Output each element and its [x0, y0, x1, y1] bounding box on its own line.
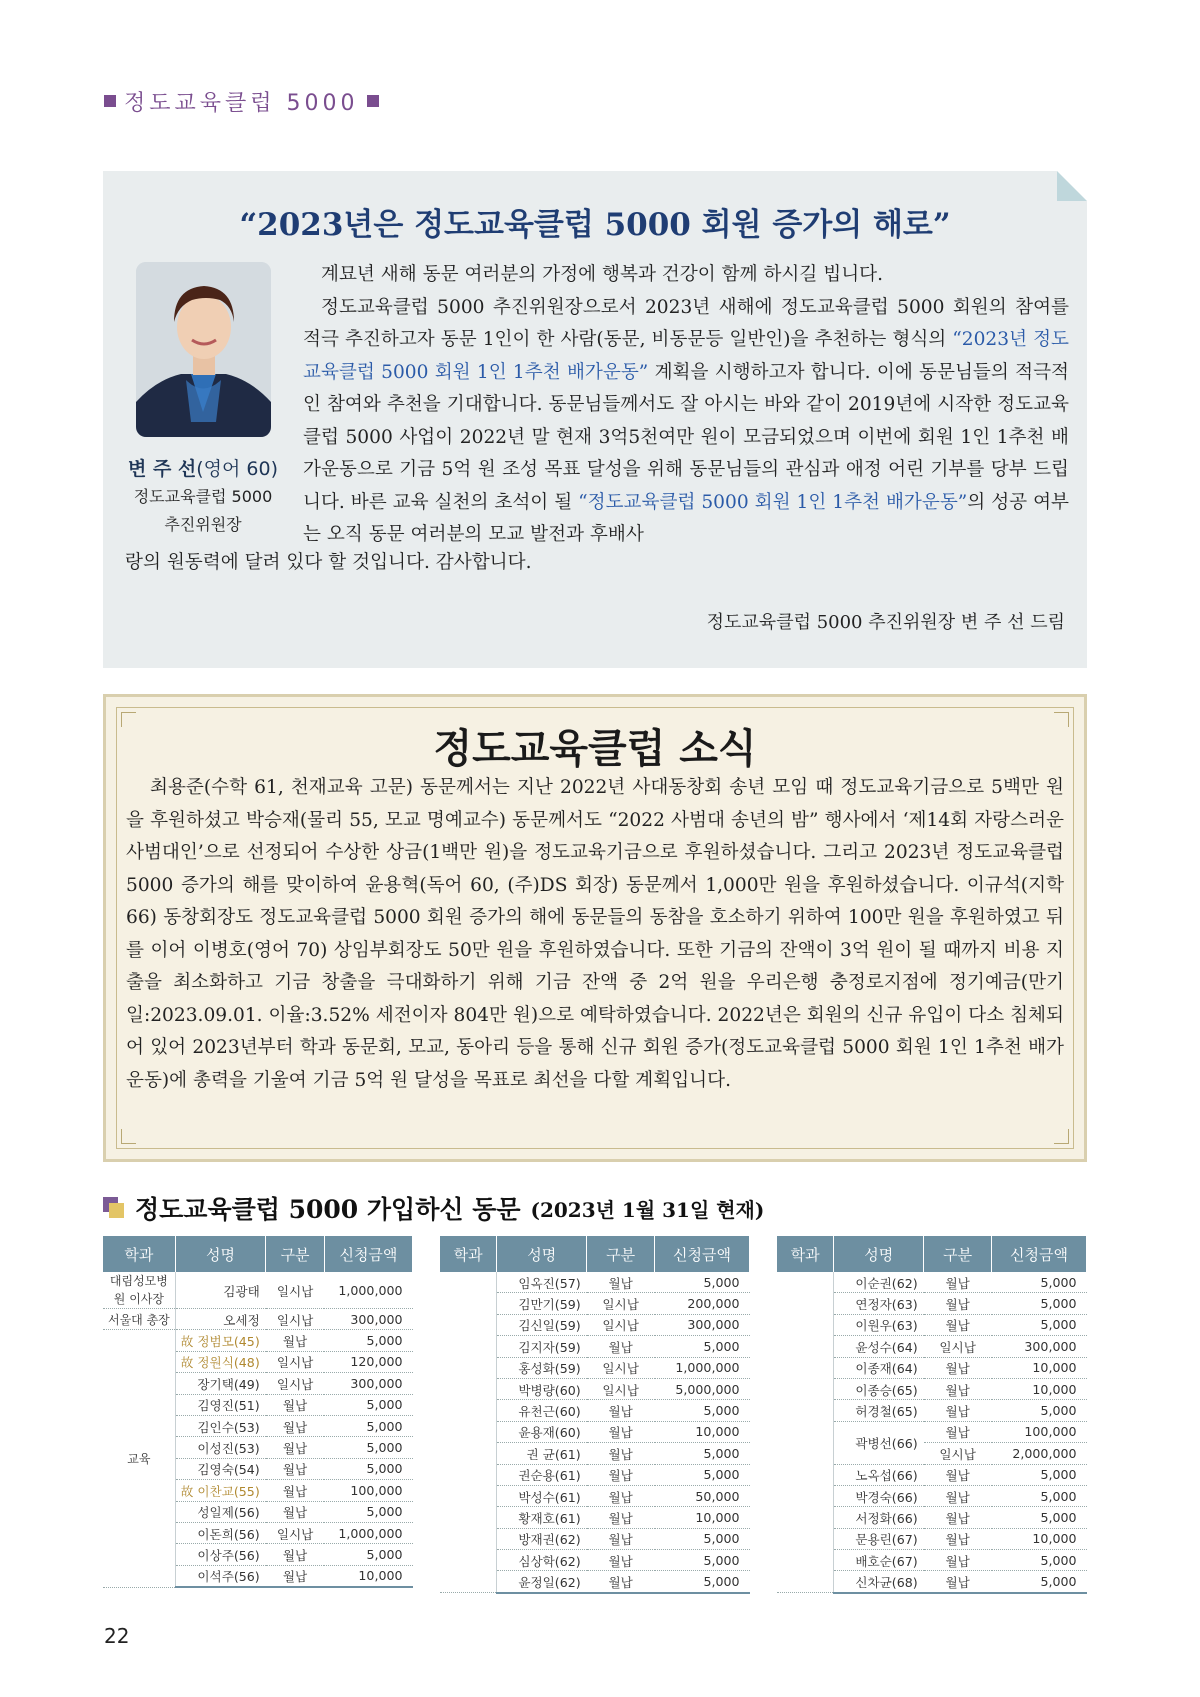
type-cell: 월납 [266, 1330, 325, 1351]
col-header-name: 성명 [497, 1236, 587, 1272]
highlight-campaign: “2023년 정도교육클럽 5000 회원 1인 1추천 배가운동” [303, 329, 1069, 383]
amount-cell: 1,000,000 [655, 1357, 750, 1378]
frame-corner-ornament [121, 1129, 136, 1144]
type-cell: 월납 [587, 1272, 655, 1293]
dept-cell: 교육 [103, 1330, 175, 1587]
amount-cell: 120,000 [324, 1351, 412, 1372]
type-cell: 일시납 [587, 1293, 655, 1314]
name-cell: 황재호(61) [497, 1507, 587, 1528]
amount-cell: 5,000,000 [655, 1378, 750, 1399]
amount-cell: 300,000 [324, 1373, 412, 1394]
message-paragraph: 정도교육클럽 5000 추진위원장으로서 2023년 새해에 정도교육클럽 5000 회원의 참여를 적극 추진하고자 동문 1인이 한 사람(동문, 비동문등 일반인)을 추천하는 형식의 “2023년 정도교육클럽 5000 회원 1인 1추천 배가운동” 계획을 시행하고자 합니다. 이에 동문님들의 적극적인 참여와 추천을 기대합니다. 동문님들께서도 잘 아시는 바와 같이 2019년에 시작한 정도교육클럽 5000 사업이 2022년 말 현재 3억5천여만 원이 모금되었으며 이번에 회원 1인 1추천 배가운동으로 기금 5억 원 조성 목표 달성을 위해 동문님들의 관심과 애정 어린 기부를 당부 드립니다. 바른 교육 실천의 초석이 될 “정도교육클럽 5000 회원 1인 1추천 배가운동”의 성공 여부는 오직 동문 여러분의 모교 발전과 후배사 [303, 296, 1070, 545]
amount-cell: 5,000 [992, 1571, 1087, 1593]
amount-cell: 10,000 [992, 1378, 1087, 1399]
member-list-title: 정도교육클럽 5000 가입하신 동문 (2023년 1월 31일 현재) [103, 1190, 764, 1226]
amount-cell: 10,000 [655, 1507, 750, 1528]
type-cell: 일시납 [587, 1314, 655, 1335]
member-table-2 [440, 1236, 750, 1594]
amount-cell: 5,000 [324, 1394, 412, 1415]
amount-cell: 5,000 [324, 1501, 412, 1522]
type-cell: 월납 [587, 1336, 655, 1357]
amount-cell: 5,000 [992, 1464, 1087, 1485]
name-cell: 故 정범모(45) [175, 1330, 265, 1351]
name-cell: 곽병선(66) [834, 1421, 924, 1464]
amount-cell: 5,000 [992, 1293, 1087, 1314]
amount-cell: 5,000 [324, 1330, 412, 1351]
amount-cell: 10,000 [324, 1565, 412, 1587]
type-cell: 월납 [266, 1394, 325, 1415]
col-header-type: 구분 [266, 1236, 325, 1272]
name-cell: 이성진(53) [175, 1437, 265, 1458]
type-cell: 월납 [587, 1528, 655, 1549]
amount-cell: 5,000 [655, 1528, 750, 1549]
type-cell: 월납 [924, 1421, 992, 1442]
name-cell: 이원우(63) [834, 1314, 924, 1335]
club-news [103, 694, 1087, 1162]
name-cell: 윤성수(64) [834, 1336, 924, 1357]
message-tail: 랑의 원동력에 달려 있다 할 것입니다. 감사합니다. [125, 552, 532, 573]
type-cell: 월납 [266, 1415, 325, 1436]
amount-cell: 5,000 [324, 1458, 412, 1479]
amount-cell: 200,000 [655, 1293, 750, 1314]
name-cell: 연정자(63) [834, 1293, 924, 1314]
name-cell: 허경철(65) [834, 1400, 924, 1421]
name-cell: 배호순(67) [834, 1550, 924, 1571]
name-cell: 신차균(68) [834, 1571, 924, 1593]
amount-cell: 5,000 [992, 1550, 1087, 1571]
type-cell: 월납 [587, 1464, 655, 1485]
col-header-type: 구분 [924, 1236, 992, 1272]
type-cell: 월납 [587, 1571, 655, 1593]
type-cell: 일시납 [587, 1357, 655, 1378]
type-cell: 월납 [587, 1400, 655, 1421]
amount-cell: 5,000 [655, 1464, 750, 1485]
col-header-name: 성명 [834, 1236, 924, 1272]
type-cell: 월납 [924, 1507, 992, 1528]
message-signature: 정도교육클럽 5000 추진위원장 변 주 선 드림 [706, 612, 1065, 633]
col-header-dept: 학과 [440, 1236, 497, 1272]
amount-cell: 5,000 [992, 1314, 1087, 1335]
name-cell: 이종승(65) [834, 1378, 924, 1399]
name-cell: 김신일(59) [497, 1314, 587, 1335]
type-cell: 일시납 [587, 1378, 655, 1399]
chairman-role: 추진위원장 [164, 515, 242, 534]
amount-cell: 10,000 [992, 1528, 1087, 1549]
name-cell: 박경숙(66) [834, 1485, 924, 1506]
type-cell: 월납 [924, 1378, 992, 1399]
amount-cell: 10,000 [992, 1357, 1087, 1378]
type-cell: 월납 [587, 1507, 655, 1528]
member-table-3 [777, 1236, 1087, 1594]
type-cell: 일시납 [266, 1309, 325, 1330]
amount-cell: 100,000 [324, 1480, 412, 1501]
type-cell: 월납 [266, 1544, 325, 1565]
type-cell: 월납 [266, 1565, 325, 1587]
type-cell: 월납 [587, 1485, 655, 1506]
amount-cell: 5,000 [655, 1550, 750, 1571]
type-cell: 월납 [924, 1571, 992, 1593]
message-body [303, 259, 1069, 552]
dept-cell: 서울대 총장 [103, 1309, 175, 1330]
news-title: 정도교육클럽 소식 [433, 725, 757, 772]
name-cell: 김영진(51) [175, 1394, 265, 1415]
type-cell: 일시납 [266, 1272, 325, 1309]
type-cell: 일시납 [266, 1522, 325, 1543]
squares-bullet-icon [103, 1197, 125, 1219]
name-cell: 이석주(56) [175, 1565, 265, 1587]
message-title: “2023년은 정도교육클럽 5000 회원 증가의 해로” [239, 207, 951, 243]
chairman-message [103, 171, 1087, 668]
amount-cell: 5,000 [992, 1272, 1087, 1293]
col-header-dept: 학과 [777, 1236, 834, 1272]
name-cell: 문용린(67) [834, 1528, 924, 1549]
col-header-amount: 신청금액 [655, 1236, 750, 1272]
amount-cell: 5,000 [655, 1336, 750, 1357]
type-cell: 월납 [924, 1272, 992, 1293]
type-cell: 월납 [924, 1314, 992, 1335]
amount-cell: 5,000 [324, 1544, 412, 1565]
name-cell: 이종재(64) [834, 1357, 924, 1378]
type-cell: 월납 [924, 1357, 992, 1378]
name-cell: 장기택(49) [175, 1373, 265, 1394]
amount-cell: 1,000,000 [324, 1522, 412, 1543]
name-cell: 故 이찬교(55) [175, 1480, 265, 1501]
name-cell: 김만기(59) [497, 1293, 587, 1314]
dept-cell [777, 1272, 834, 1593]
news-body: 최용준(수학 61, 천재교육 고문) 동문께서는 지난 2022년 사대동창회 송년 모임 때 정도교육기금으로 5백만 원을 후원하셨고 박승재(물리 55, 모교 명예교수) 동문께서도 “2022 사범대 송년의 밤” 행사에서 ‘제14회 자랑스러운 사범대인’으로 선정되어 수상한 상금(1백만 원)을 정도교육기금으로 후원하셨습니다. 그리고 2023년 정도교육클럽 5000 증가의 해를 맞이하여 윤용혁(독어 60, (주)DS 회장) 동문께서 1,000만 원을 후원하셨습니다. 이규석(지학 66) 동창회장도 정도교육클럽 5000 회원 증가의 해에 동문들의 동참을 호소하기 위하여 100만 원을 후원하였고 뒤를 이어 이병호(영어 70) 상임부회장도 50만 원을 후원하였습니다. 또한 기금의 잔액이 3억 원이 될 때까지 비용 지출을 최소화하고 기금 창출을 극대화하기 위해 기금 잔액 중 2억 원을 우리은행 충정로지점에 정기예금(만기일:2023.09.01. 이율:3.52% 세전이자 804만 원)으로 예탁하였습니다. 2022년은 회원의 신규 유입이 다소 침체되어 있어 2023년부터 학과 동문회, 모교, 동아리 등을 통해 신규 회원 증가(정도교육클럽 5000 회원 1인 1추천 배가운동)에 총력을 기울여 기금 5억 원 달성을 목표로 최선을 다할 계획입니다. [126, 777, 1064, 1091]
amount-cell: 5,000 [655, 1400, 750, 1421]
name-cell: 노옥섭(66) [834, 1464, 924, 1485]
col-header-dept: 학과 [103, 1236, 175, 1272]
square-bullet-icon [367, 95, 379, 107]
col-header-amount: 신청금액 [992, 1236, 1087, 1272]
type-cell: 월납 [924, 1485, 992, 1506]
chairman-name: 변 주 선(영어 60) [127, 458, 279, 480]
dept-cell: 대림성모병원 이사장 [103, 1272, 175, 1309]
amount-cell: 5,000 [992, 1507, 1087, 1528]
frame-corner-ornament [1054, 1129, 1069, 1144]
name-cell: 이돈희(56) [175, 1522, 265, 1543]
type-cell: 월납 [924, 1293, 992, 1314]
amount-cell: 5,000 [324, 1437, 412, 1458]
page-fold-corner [1057, 171, 1087, 201]
name-cell: 임옥진(57) [497, 1272, 587, 1293]
type-cell: 월납 [266, 1458, 325, 1479]
highlight-campaign: “정도교육클럽 5000 회원 1인 1추천 배가운동” [578, 491, 968, 513]
col-header-name: 성명 [175, 1236, 265, 1272]
name-cell: 김광태 [175, 1272, 265, 1309]
member-list-date: (2023년 1월 31일 현재) [530, 1197, 765, 1222]
type-cell: 월납 [924, 1528, 992, 1549]
col-header-type: 구분 [587, 1236, 655, 1272]
type-cell: 월납 [924, 1550, 992, 1571]
name-cell: 권순용(61) [497, 1464, 587, 1485]
type-cell: 월납 [587, 1550, 655, 1571]
name-cell: 성일제(56) [175, 1501, 265, 1522]
amount-cell: 300,000 [324, 1309, 412, 1330]
amount-cell: 300,000 [992, 1336, 1087, 1357]
table-row [440, 1272, 750, 1293]
name-cell: 박성수(61) [497, 1485, 587, 1506]
dept-cell [440, 1272, 497, 1593]
type-cell: 월납 [266, 1501, 325, 1522]
name-cell: 오세정 [175, 1309, 265, 1330]
name-cell: 윤정일(62) [497, 1571, 587, 1593]
amount-cell: 5,000 [992, 1400, 1087, 1421]
table-row [103, 1309, 413, 1330]
name-cell: 김지자(59) [497, 1336, 587, 1357]
member-table-1 [103, 1236, 413, 1588]
name-cell: 이상주(56) [175, 1544, 265, 1565]
type-cell: 월납 [266, 1480, 325, 1501]
amount-cell: 10,000 [655, 1421, 750, 1442]
amount-cell: 100,000 [992, 1421, 1087, 1442]
amount-cell: 2,000,000 [992, 1443, 1087, 1464]
amount-cell: 50,000 [655, 1485, 750, 1506]
name-cell: 故 정원식(48) [175, 1351, 265, 1372]
amount-cell: 300,000 [655, 1314, 750, 1335]
type-cell: 월납 [587, 1443, 655, 1464]
type-cell: 월납 [266, 1437, 325, 1458]
name-cell: 김영숙(54) [175, 1458, 265, 1479]
name-cell: 홍성화(59) [497, 1357, 587, 1378]
name-cell: 심상학(62) [497, 1550, 587, 1571]
table-row [777, 1272, 1087, 1293]
amount-cell: 5,000 [655, 1571, 750, 1593]
name-cell: 김인수(53) [175, 1415, 265, 1436]
name-cell: 권 균(61) [497, 1443, 587, 1464]
type-cell: 일시납 [266, 1351, 325, 1372]
amount-cell: 1,000,000 [324, 1272, 412, 1309]
page-number: 22 [104, 1624, 130, 1648]
type-cell: 일시납 [924, 1336, 992, 1357]
section-tag-label: 정도교육클럽 5000 [124, 90, 359, 116]
type-cell: 일시납 [266, 1373, 325, 1394]
name-cell: 윤용재(60) [497, 1421, 587, 1442]
name-cell: 서정화(66) [834, 1507, 924, 1528]
type-cell: 일시납 [924, 1443, 992, 1464]
amount-cell: 5,000 [324, 1415, 412, 1436]
chairman-photo [136, 262, 271, 437]
name-cell: 이순권(62) [834, 1272, 924, 1293]
message-paragraph: 계묘년 새해 동문 여러분의 가정에 행복과 건강이 함께 하시길 빕니다. [321, 264, 884, 285]
name-cell: 유천근(60) [497, 1400, 587, 1421]
chairman-org: 정도교육클럽 5000 [133, 487, 273, 506]
square-bullet-icon [104, 95, 116, 107]
amount-cell: 5,000 [655, 1443, 750, 1464]
table-row [103, 1330, 413, 1351]
amount-cell: 5,000 [992, 1485, 1087, 1506]
name-cell: 방재권(62) [497, 1528, 587, 1549]
col-header-amount: 신청금액 [324, 1236, 412, 1272]
section-tag [104, 86, 379, 116]
type-cell: 월납 [924, 1464, 992, 1485]
name-cell: 박병량(60) [497, 1378, 587, 1399]
type-cell: 월납 [924, 1400, 992, 1421]
amount-cell: 5,000 [655, 1272, 750, 1293]
type-cell: 월납 [587, 1421, 655, 1442]
